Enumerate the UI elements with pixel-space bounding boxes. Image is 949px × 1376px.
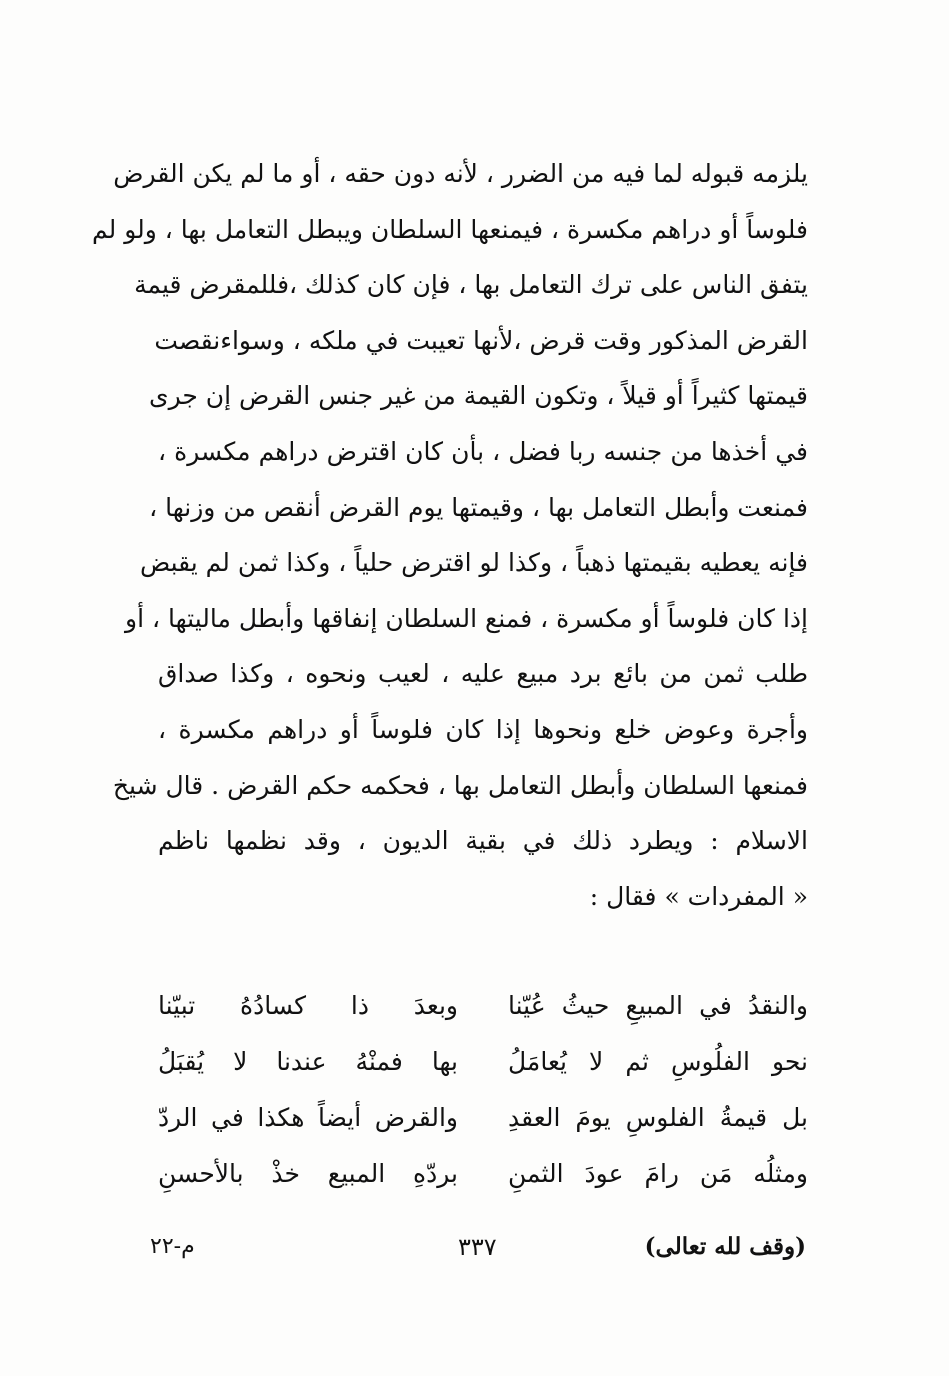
text-line: وأجرة وعوض خلع ونحوها إذا كان فلوساً أو دراهم مكسرة ، (158, 714, 808, 744)
printer-signature-mark: م-٢٢ (150, 1234, 195, 1259)
text-line: الاسلام : ويطرد ذلك في بقية الديون ، وقد نظمها ناظم (158, 826, 808, 856)
text-line: « المفردات » فقال : (589, 881, 808, 911)
text-line: إذا كان فلوساً أو مكسرة ، فمنع السلطان إنفاقها وأبطل ماليتها ، أو (125, 603, 808, 633)
verse-first-hemistich: ومثلُه مَن رامَ عودَ الثمنِ (508, 1159, 808, 1188)
verse-first-hemistich: بل قيمةُ الفلوسِ يومَ العقدِ (508, 1103, 808, 1132)
text-line: فمنعت وأبطل التعامل بها ، وقيمتها يوم القرض أنقص من وزنها ، (149, 492, 808, 522)
verse-second-hemistich: بها فمنْهُ عندنا لا يُقبَلُ (158, 1047, 458, 1076)
poem-block (158, 978, 808, 1202)
verse-second-hemistich: وبعدَ ذا كسادُهُ تبيّنا (158, 991, 458, 1020)
verse-second-hemistich: والقرض أيضاً هكذا في الردّ (158, 1103, 458, 1132)
endowment-stamp: (وقف لله تعالى) (644, 1233, 806, 1260)
verse-first-hemistich: والنقدُ في المبيعِ حيثُ عُيّنا (508, 991, 808, 1020)
verse (158, 1090, 808, 1146)
prose-block (92, 146, 808, 924)
verse (158, 1034, 808, 1090)
verse (158, 978, 808, 1034)
verse-second-hemistich: بردّهِ المبيع خذْ بالأحسنِ (158, 1159, 458, 1188)
text-line: يتفق الناس على ترك التعامل بها ، فإن كان كذلك ،فللمقرض قيمة (134, 270, 808, 300)
text-line: فمنعها السلطان وأبطل التعامل بها ، فحكمه حكم القرض . قال شيخ (112, 770, 808, 800)
page-number: ٣٣٧ (458, 1233, 497, 1261)
text-line: طلب ثمن من بائع برد مبيع عليه ، لعيب ونحوه ، وكذا صداق (158, 659, 808, 689)
text-line: القرض المذكور وقت قرض ،لأنها تعيبت في ملكه ، وسواءنقصت (154, 325, 808, 355)
text-line: قيمتها كثيراً أو قيلاً ، وتكون القيمة من غير جنس القرض إن جرى (149, 381, 808, 411)
text-line: في أخذها من جنسه ربا فضل ، بأن كان اقترض دراهم مكسرة ، (158, 436, 808, 466)
verse (158, 1146, 808, 1202)
text-line: فلوساً أو دراهم مكسرة ، فيمنعها السلطان ويبطل التعامل بها ، ولو لم (92, 214, 808, 244)
verse-first-hemistich: نحو الفلُوسِ ثم لا يُعامَلُ (508, 1047, 808, 1076)
page-footer (150, 1222, 806, 1272)
text-line: يلزمه قبوله لما فيه من الضرر ، لأنه دون حقه ، أو ما لم يكن القرض (113, 159, 808, 188)
text-line: فإنه يعطيه بقيمتها ذهباً ، وكذا لو اقترض حلياً ، وكذا ثمن لم يقبض (139, 548, 808, 578)
